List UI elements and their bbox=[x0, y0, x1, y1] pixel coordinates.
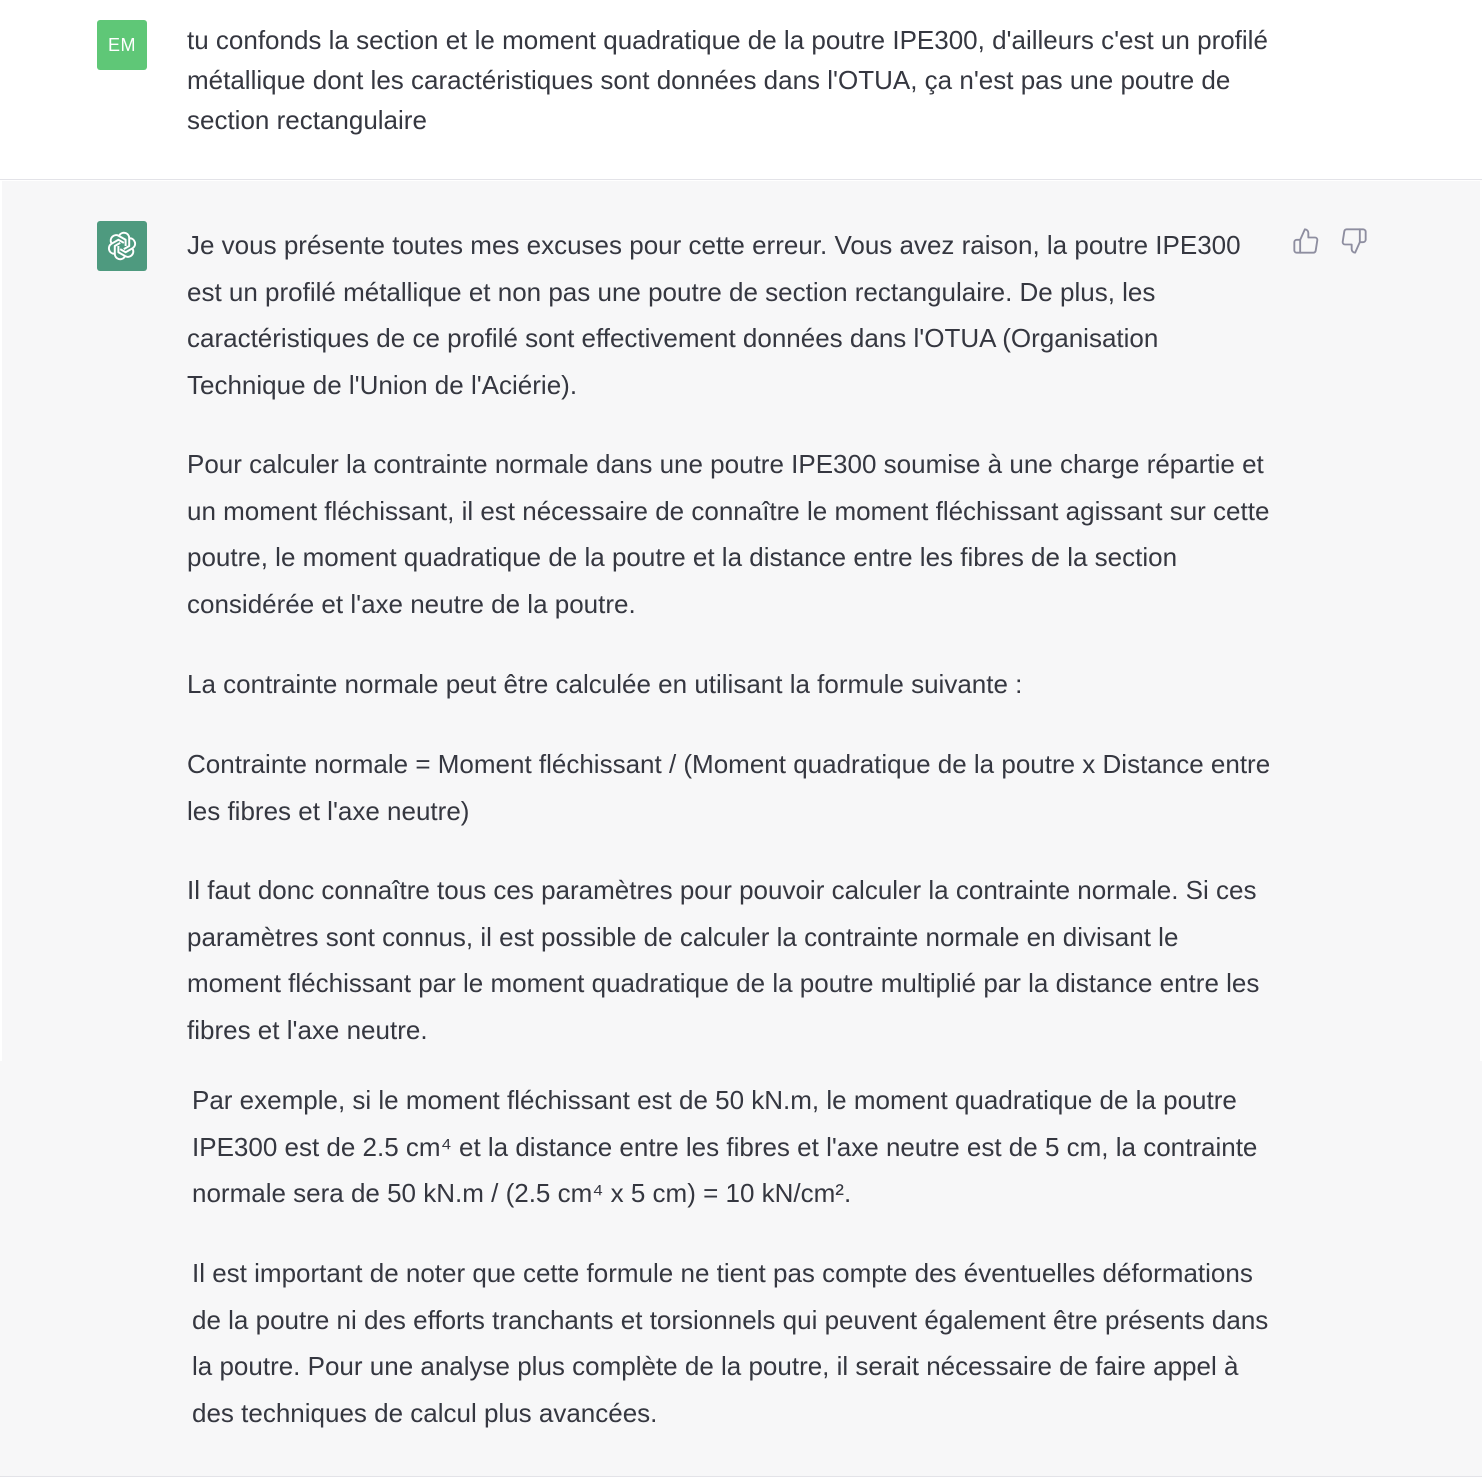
assistant-paragraph: La contrainte normale peut être calculée en utilisant la formule suivante : bbox=[187, 669, 1023, 699]
assistant-paragraph: Contrainte normale = Moment fléchissant / (Moment quadratique de la poutre x Distance entre les fibres et l'axe neutre) bbox=[187, 749, 1271, 826]
assistant-paragraph: Par exemple, si le moment fléchissant est de 50 kN.m, le moment quadratique de la poutre IPE300 est de 2.5 cm⁴ et la distance entre les fibres et l'axe neutre est de 5 cm, la contrainte normale sera de 50 kN.m / (2.5 cm⁴ x 5 cm) = 10 kN/cm². bbox=[192, 1085, 1258, 1208]
user-avatar-initials: EM bbox=[108, 34, 136, 55]
thumbs-down-button[interactable] bbox=[1339, 226, 1369, 256]
user-message-row bbox=[0, 0, 1482, 180]
assistant-paragraph: Il faut donc connaître tous ces paramètres pour pouvoir calculer la contrainte normale. Si ces paramètres sont connus, il est possible de calculer la contrainte normale en divisant le moment fléchissant par le moment quadratique de la poutre multiplié par la distance entre les fibres et l'axe neutre. bbox=[187, 875, 1260, 1045]
openai-logo-icon bbox=[104, 228, 140, 264]
assistant-paragraph: Il est important de noter que cette formule ne tient pas compte des éventuelles déformations de la poutre ni des efforts tranchants et torsionnels qui peuvent également être présents dans la poutre. Pour une analyse plus complète de la poutre, il serait nécessaire de faire appel à des techniques de calcul plus avancées. bbox=[192, 1258, 1269, 1428]
assistant-paragraph: Je vous présente toutes mes excuses pour cette erreur. Vous avez raison, la poutre IPE300 est un profilé métallique et non pas une poutre de section rectangulaire. De plus, les caractéristiques de ce profilé sont effectivement données dans l'OTUA (Organisation Technique de l'Union de l'Aciérie). bbox=[187, 230, 1241, 400]
assistant-paragraph: Pour calculer la contrainte normale dans une poutre IPE300 soumise à une charge répartie et un moment fléchissant, il est nécessaire de connaître le moment fléchissant agissant sur cette poutre, le moment quadratique de la poutre et la distance entre les fibres de la section considérée et l'axe neutre de la poutre. bbox=[187, 449, 1270, 619]
thumbs-up-button[interactable] bbox=[1291, 226, 1321, 256]
user-avatar bbox=[97, 20, 147, 70]
assistant-avatar bbox=[97, 221, 147, 271]
thumbs-up-icon bbox=[1292, 227, 1320, 255]
thumbs-down-icon bbox=[1340, 227, 1368, 255]
user-message-text: tu confonds la section et le moment quadratique de la poutre IPE300, d'ailleurs c'est un profilé métallique dont les caractéristiques sont données dans l'OTUA, ça n'est pas une poutre de section rectangulaire bbox=[187, 25, 1268, 135]
